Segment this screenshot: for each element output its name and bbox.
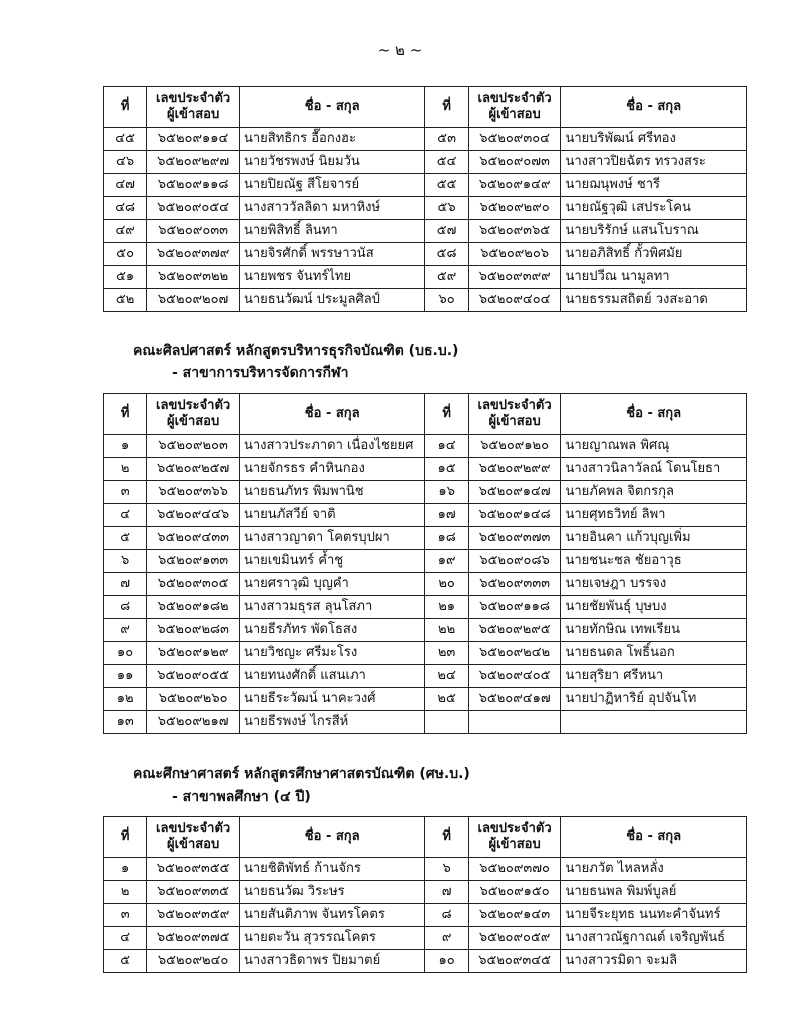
full-name: นายฌนุพงษ์ ชารี <box>561 174 747 197</box>
table-row <box>104 128 747 151</box>
exam-id: ๖๕๒๐๙๒๔๒ <box>468 642 561 665</box>
full-name: นางสาววัลลิดา มหาหิงษ์ <box>240 197 425 220</box>
full-name: นายบริรักษ์ แสนโบราณ <box>561 220 747 243</box>
exam-id: ๖๕๒๐๙๒๐๓ <box>147 435 240 458</box>
full-name: นางสาวธิดาพร ปิยมาตย์ <box>240 950 425 973</box>
exam-id: ๖๕๒๐๙๔๔๖ <box>147 504 240 527</box>
table-row <box>104 904 747 927</box>
row-number: ๒ <box>104 881 147 904</box>
full-name: นายธีรภัทร พัดโธสง <box>240 619 425 642</box>
exam-id: ๖๕๒๐๙๒๙๙ <box>468 458 561 481</box>
row-number: ๑๔ <box>425 435 468 458</box>
row-number: ๕๒ <box>104 289 147 312</box>
full-name: นางสาวปิยฉัตร ทรวงสระ <box>561 151 747 174</box>
full-name: นายตะวัน สุวรรณโคตร <box>240 927 425 950</box>
full-name: นายธีรพงษ์ ไกรสีห์ <box>240 711 425 734</box>
col-header-id-line2: ผู้เข้าสอบ <box>488 107 541 122</box>
exam-id <box>468 711 561 734</box>
col-header-no: ที่ <box>425 394 468 435</box>
col-header-no: ที่ <box>104 817 147 858</box>
row-number: ๕๐ <box>104 243 147 266</box>
col-header-no: ที่ <box>104 394 147 435</box>
col-header-id-line2: ผู้เข้าสอบ <box>488 414 541 429</box>
table-row <box>104 435 747 458</box>
row-number <box>425 711 468 734</box>
full-name: นางสาวญาดา โคตรบุปผา <box>240 527 425 550</box>
exam-id: ๖๕๒๐๙๓๔๕ <box>468 950 561 973</box>
roster-table-3 <box>103 816 747 973</box>
table-row <box>104 688 747 711</box>
col-header-id-line1: เลขประจำตัว <box>477 821 552 836</box>
full-name: นายภวัต ไหลหลั่ง <box>561 858 747 881</box>
exam-id: ๖๕๒๐๙๑๑๘ <box>468 596 561 619</box>
col-header-name: ชื่อ - สกุล <box>240 394 425 435</box>
table-row <box>104 220 747 243</box>
table-header-row <box>104 394 747 435</box>
exam-id: ๖๕๒๐๙๓๗๕ <box>147 927 240 950</box>
exam-id: ๖๕๒๐๙๑๑๔ <box>147 128 240 151</box>
table-row <box>104 458 747 481</box>
row-number: ๔๖ <box>104 151 147 174</box>
table-row <box>104 504 747 527</box>
row-number: ๑ <box>104 858 147 881</box>
table-header-row <box>104 87 747 128</box>
exam-id: ๖๕๒๐๙๒๘๓ <box>147 619 240 642</box>
exam-id: ๖๕๒๐๙๓๐๔ <box>468 128 561 151</box>
full-name: นายจิรศักดิ์ พรรษาวนัส <box>240 243 425 266</box>
full-name: นายณัฐวุฒิ เสประโคน <box>561 197 747 220</box>
row-number: ๕๙ <box>425 266 468 289</box>
full-name: นายปาฏิหาริย์ อุปจันโท <box>561 688 747 711</box>
table-row <box>104 573 747 596</box>
exam-id: ๖๕๒๐๙๑๔๓ <box>468 904 561 927</box>
row-number: ๔๕ <box>104 128 147 151</box>
row-number: ๑๖ <box>425 481 468 504</box>
section-heading-liberal-arts: คณะศิลปศาสตร์ หลักสูตรบริหารธุรกิจบัณฑิต (บธ.บ.) <box>133 343 459 359</box>
full-name: นายนภัสวีย์ จาติ <box>240 504 425 527</box>
table-row <box>104 481 747 504</box>
exam-id: ๖๕๒๐๙๓๗๓ <box>468 527 561 550</box>
col-header-id <box>468 817 561 858</box>
section-subheading-sports-management: - สาขาการบริหารจัดการกีฬา <box>172 365 349 381</box>
row-number: ๒๒ <box>425 619 468 642</box>
row-number: ๑๕ <box>425 458 468 481</box>
exam-id: ๖๕๒๐๙๒๑๗ <box>147 711 240 734</box>
full-name: นายสันติภาพ จันทรโคตร <box>240 904 425 927</box>
exam-id: ๖๕๒๐๙๓๓๓ <box>468 573 561 596</box>
row-number: ๕๘ <box>425 243 468 266</box>
table-row <box>104 642 747 665</box>
full-name: นายธนพล พิมพ์บูลย์ <box>561 881 747 904</box>
row-number: ๒๕ <box>425 688 468 711</box>
table-row <box>104 881 747 904</box>
row-number: ๒๑ <box>425 596 468 619</box>
exam-id: ๖๕๒๐๙๐๓๓ <box>147 220 240 243</box>
full-name: นายปิยณัฐ สีโยจารย์ <box>240 174 425 197</box>
row-number: ๑๐ <box>425 950 468 973</box>
full-name: นายจักรธร คำหินกอง <box>240 458 425 481</box>
exam-id: ๖๕๒๐๙๓๗๐ <box>468 858 561 881</box>
full-name: นายวิชญะ ศรีมะโรง <box>240 642 425 665</box>
full-name: นางสาวรมิดา จะมลิ <box>561 950 747 973</box>
full-name: นายศราวุฒิ บุญคำ <box>240 573 425 596</box>
exam-id: ๖๕๒๐๙๓๖๕ <box>468 220 561 243</box>
full-name: นายสุริยา ศรีหนา <box>561 665 747 688</box>
exam-id: ๖๕๒๐๙๒๔๐ <box>147 950 240 973</box>
exam-id: ๖๕๒๐๙๔๓๓ <box>147 527 240 550</box>
full-name: นายปวีณ นามูลทา <box>561 266 747 289</box>
col-header-id <box>147 817 240 858</box>
table-row <box>104 596 747 619</box>
row-number: ๒ <box>104 458 147 481</box>
col-header-id-line1: เลขประจำตัว <box>156 398 231 413</box>
full-name: นายธนวัฒน์ ประมูลศิลป์ <box>240 289 425 312</box>
full-name: นายชนะชล ชัยอาวุธ <box>561 550 747 573</box>
full-name: นายวัชรพงษ์ นิยมวัน <box>240 151 425 174</box>
full-name: นางสาวประภาดา เนื่องไชยยศ <box>240 435 425 458</box>
full-name: นายศุทธวิทย์ ลิพา <box>561 504 747 527</box>
full-name: นายธนวัฒ วิระษร <box>240 881 425 904</box>
row-number: ๑๐ <box>104 642 147 665</box>
exam-id: ๖๕๒๐๙๐๘๖ <box>468 550 561 573</box>
row-number: ๙ <box>104 619 147 642</box>
exam-id: ๖๕๒๐๙๒๐๖ <box>468 243 561 266</box>
row-number: ๔๙ <box>104 220 147 243</box>
exam-id: ๖๕๒๐๙๐๕๔ <box>147 197 240 220</box>
table-row <box>104 550 747 573</box>
exam-id: ๖๕๒๐๙๑๔๙ <box>468 174 561 197</box>
exam-id: ๖๕๒๐๙๐๕๕ <box>147 665 240 688</box>
col-header-id <box>468 394 561 435</box>
full-name: นางสาวนิลาวัลณ์ โดนโยธา <box>561 458 747 481</box>
exam-id: ๖๕๒๐๙๒๐๗ <box>147 289 240 312</box>
row-number: ๑ <box>104 435 147 458</box>
row-number: ๒๐ <box>425 573 468 596</box>
table-header-row <box>104 817 747 858</box>
col-header-id <box>147 394 240 435</box>
col-header-id-line1: เลขประจำตัว <box>156 821 231 836</box>
full-name <box>561 711 747 734</box>
exam-id: ๖๕๒๐๙๐๗๓ <box>468 151 561 174</box>
exam-id: ๖๕๒๐๙๑๒๐ <box>468 435 561 458</box>
full-name: นายภัคพล จิตกรกุล <box>561 481 747 504</box>
section-subheading-physical-education: - สาขาพลศึกษา (๔ ปี) <box>172 789 311 805</box>
row-number: ๕๑ <box>104 266 147 289</box>
exam-id: ๖๕๒๐๙๒๙๐ <box>468 197 561 220</box>
full-name: นายธีระวัฒน์ นาคะวงศ์ <box>240 688 425 711</box>
exam-id: ๖๕๒๐๙๐๕๙ <box>468 927 561 950</box>
full-name: นายจีระยุทธ นนทะคำจันทร์ <box>561 904 747 927</box>
row-number: ๖ <box>425 858 468 881</box>
exam-id: ๖๕๒๐๙๓๐๕ <box>147 573 240 596</box>
row-number: ๑๑ <box>104 665 147 688</box>
exam-id: ๖๕๒๐๙๓๒๒ <box>147 266 240 289</box>
full-name: นายชิติพัทธ์ ก้านจักร <box>240 858 425 881</box>
exam-id: ๖๕๒๐๙๓๕๙ <box>147 904 240 927</box>
full-name: นายอภิสิทธิ์ กั้วพิศมัย <box>561 243 747 266</box>
exam-id: ๖๕๒๐๙๓๙๙ <box>468 266 561 289</box>
exam-id: ๖๕๒๐๙๑๒๙ <box>147 642 240 665</box>
table-row <box>104 197 747 220</box>
exam-id: ๖๕๒๐๙๔๑๗ <box>468 688 561 711</box>
full-name: นายเขมินทร์ ค้ำชู <box>240 550 425 573</box>
row-number: ๑๗ <box>425 504 468 527</box>
full-name: นายธนดล โพธิ์นอก <box>561 642 747 665</box>
row-number: ๔๗ <box>104 174 147 197</box>
full-name: นายพิสิทธิ์ ลินทา <box>240 220 425 243</box>
row-number: ๖๐ <box>425 289 468 312</box>
row-number: ๕๖ <box>425 197 468 220</box>
col-header-id-line2: ผู้เข้าสอบ <box>488 837 541 852</box>
exam-id: ๖๕๒๐๙๑๕๐ <box>468 881 561 904</box>
exam-id: ๖๕๒๐๙๓๖๖ <box>147 481 240 504</box>
exam-id: ๖๕๒๐๙๓๗๙ <box>147 243 240 266</box>
roster-table-1 <box>103 86 747 312</box>
exam-id: ๖๕๒๐๙๔๐๔ <box>468 289 561 312</box>
row-number: ๙ <box>425 927 468 950</box>
col-header-name: ชื่อ - สกุล <box>561 87 747 128</box>
row-number: ๖ <box>104 550 147 573</box>
full-name: นายอินคา แก้วบุญเพิ่ม <box>561 527 747 550</box>
exam-id: ๖๕๒๐๙๓๕๕ <box>147 858 240 881</box>
row-number: ๗ <box>104 573 147 596</box>
col-header-id-line1: เลขประจำตัว <box>156 91 231 106</box>
table-row <box>104 243 747 266</box>
col-header-id-line1: เลขประจำตัว <box>477 91 552 106</box>
exam-id: ๖๕๒๐๙๑๔๘ <box>468 504 561 527</box>
row-number: ๒๔ <box>425 665 468 688</box>
row-number: ๑๙ <box>425 550 468 573</box>
col-header-id-line2: ผู้เข้าสอบ <box>167 414 220 429</box>
full-name: นายชัยพันธุ์ บุษบง <box>561 596 747 619</box>
full-name: นายบริพัฒน์ ศรีทอง <box>561 128 747 151</box>
col-header-no: ที่ <box>425 817 468 858</box>
row-number: ๕๕ <box>425 174 468 197</box>
row-number: ๕ <box>104 950 147 973</box>
full-name: นายเจษฎา บรรจง <box>561 573 747 596</box>
col-header-no: ที่ <box>425 87 468 128</box>
roster-table-2 <box>103 393 747 734</box>
full-name: นายทักษิณ เทพเรียน <box>561 619 747 642</box>
row-number: ๔๘ <box>104 197 147 220</box>
exam-id: ๖๕๒๐๙๒๙๕ <box>468 619 561 642</box>
col-header-id <box>468 87 561 128</box>
table-row <box>104 619 747 642</box>
row-number: ๘ <box>104 596 147 619</box>
full-name: นายสิทธิกร อื๊อกงฮะ <box>240 128 425 151</box>
exam-id: ๖๕๒๐๙๑๔๗ <box>468 481 561 504</box>
row-number: ๓ <box>104 904 147 927</box>
col-header-id-line1: เลขประจำตัว <box>477 398 552 413</box>
row-number: ๑๒ <box>104 688 147 711</box>
row-number: ๔ <box>104 927 147 950</box>
row-number: ๓ <box>104 481 147 504</box>
col-header-id-line2: ผู้เข้าสอบ <box>167 837 220 852</box>
col-header-id-line2: ผู้เข้าสอบ <box>167 107 220 122</box>
row-number: ๕๓ <box>425 128 468 151</box>
row-number: ๑๘ <box>425 527 468 550</box>
full-name: นายพชร จันทร์ไทย <box>240 266 425 289</box>
row-number: ๑๓ <box>104 711 147 734</box>
full-name: นางสาวณัฐกาณต์ เจริญพันธ์ <box>561 927 747 950</box>
row-number: ๒๓ <box>425 642 468 665</box>
table-row <box>104 665 747 688</box>
table-row <box>104 527 747 550</box>
table-row <box>104 858 747 881</box>
col-header-no: ที่ <box>104 87 147 128</box>
row-number: ๕๔ <box>425 151 468 174</box>
page-number: ~ ๒ ~ <box>377 41 423 59</box>
row-number: ๗ <box>425 881 468 904</box>
exam-id: ๖๕๒๐๙๓๓๕ <box>147 881 240 904</box>
full-name: นายธรรมสถิตย์ วงสะอาด <box>561 289 747 312</box>
row-number: ๔ <box>104 504 147 527</box>
col-header-name: ชื่อ - สกุล <box>561 394 747 435</box>
row-number: ๕ <box>104 527 147 550</box>
exam-id: ๖๕๒๐๙๑๑๘ <box>147 174 240 197</box>
col-header-name: ชื่อ - สกุล <box>561 817 747 858</box>
table-row <box>104 950 747 973</box>
table-row <box>104 151 747 174</box>
table-row <box>104 711 747 734</box>
full-name: นายญาณพล พิศณุ <box>561 435 747 458</box>
table-row <box>104 289 747 312</box>
table-row <box>104 174 747 197</box>
row-number: ๕๗ <box>425 220 468 243</box>
exam-id: ๖๕๒๐๙๒๙๗ <box>147 151 240 174</box>
full-name: นายทนงศักดิ์ แสนเภา <box>240 665 425 688</box>
exam-id: ๖๕๒๐๙๒๕๗ <box>147 458 240 481</box>
table-row <box>104 927 747 950</box>
exam-id: ๖๕๒๐๙๒๖๐ <box>147 688 240 711</box>
row-number: ๘ <box>425 904 468 927</box>
table-row <box>104 266 747 289</box>
col-header-name: ชื่อ - สกุล <box>240 87 425 128</box>
exam-id: ๖๕๒๐๙๔๐๕ <box>468 665 561 688</box>
exam-id: ๖๕๒๐๙๑๘๒ <box>147 596 240 619</box>
col-header-id <box>147 87 240 128</box>
exam-id: ๖๕๒๐๙๑๓๓ <box>147 550 240 573</box>
section-heading-education: คณะศึกษาศาสตร์ หลักสูตรศึกษาศาสตรบัณฑิต (ศษ.บ.) <box>133 766 470 782</box>
col-header-name: ชื่อ - สกุล <box>240 817 425 858</box>
full-name: นางสาวมธุรส ลุนโสภา <box>240 596 425 619</box>
full-name: นายธนภัทร พิมพานิช <box>240 481 425 504</box>
